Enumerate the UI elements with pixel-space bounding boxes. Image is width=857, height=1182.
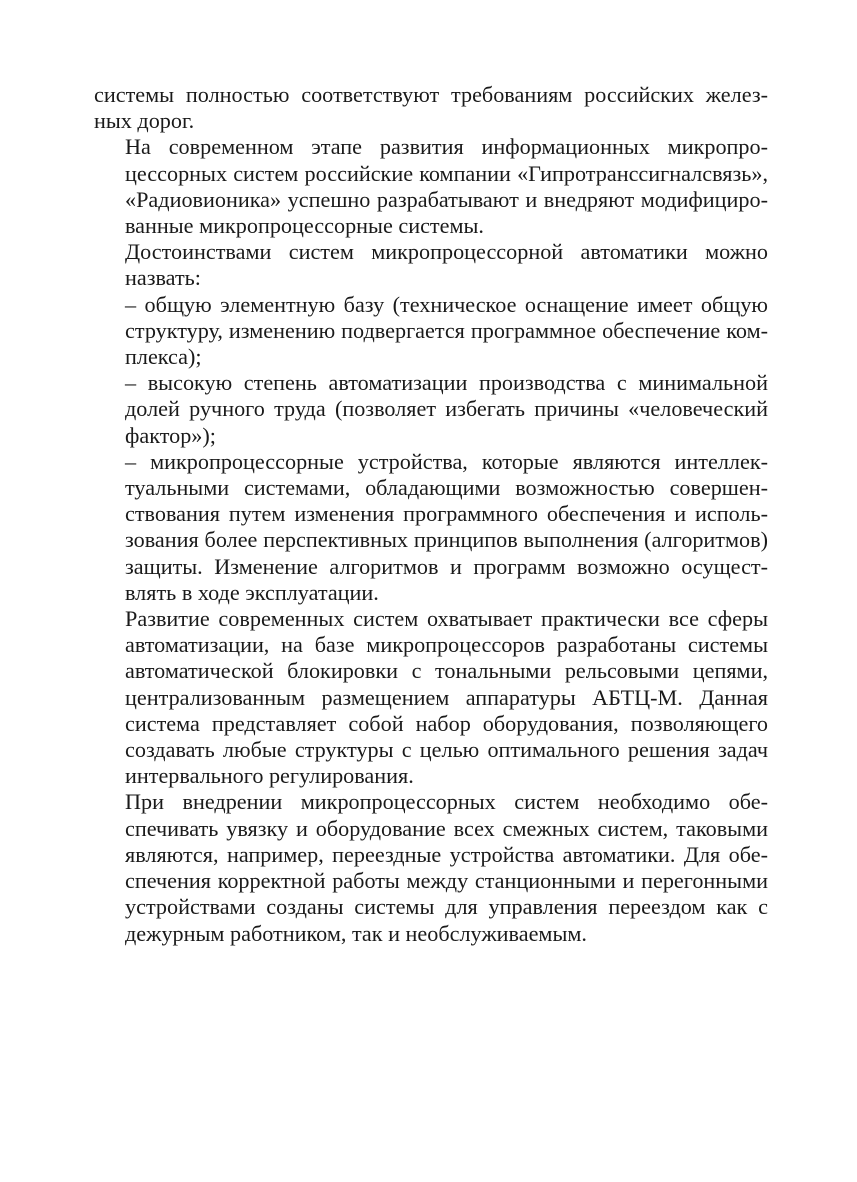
text-line: структуру, изменению подвергается программное обеспечение ком-	[125, 317, 768, 343]
text-line: зования более перспективных принципов выполнения (алгоритмов)	[125, 527, 768, 553]
text-line: плекса);	[125, 344, 202, 370]
text-line: ванные микропроцессорные системы.	[125, 213, 484, 239]
text-line: – общую элементную базу (техническое оснащение имеет общую	[125, 291, 768, 317]
text-line: спечивать увязку и оборудование всех смежных систем, таковыми	[125, 815, 768, 841]
text-line: централизованным размещением аппаратуры АБТЦ-М. Данная	[125, 684, 768, 710]
text-line: – микропроцессорные устройства, которые являются интеллек-	[125, 448, 768, 474]
text-line: ствования путем изменения программного обеспечения и исполь-	[125, 501, 768, 527]
text-line: интервального регулирования.	[125, 763, 414, 789]
text-line: дежурным работником, так и необслуживаемым.	[125, 920, 587, 946]
text-line: назвать:	[125, 265, 201, 291]
text-line: Развитие современных систем охватывает практически все сферы	[125, 606, 768, 632]
text-line: системы полностью соответствуют требованиям российских желез-	[94, 82, 768, 107]
text-line: автоматизации, на базе микропроцессоров разработаны системы	[125, 632, 768, 658]
text-line: Достоинствами систем микропроцессорной автоматики можно	[125, 239, 768, 265]
text-line: При внедрении микропроцессорных систем необходимо обе-	[125, 789, 768, 815]
text-line: ных дорог.	[94, 108, 195, 134]
text-line: система представляет собой набор оборудования, позволяющего	[125, 710, 768, 736]
text-line: «Радиовионика» успешно разрабатывают и внедряют модифициро-	[125, 186, 768, 212]
text-line: цессорных систем российские компании «Гипротранссигналсвязь»,	[125, 160, 768, 186]
list-item	[94, 370, 768, 449]
text-line: влять в ходе эксплуатации.	[125, 579, 379, 605]
document-page	[94, 82, 768, 947]
text-line: защиты. Изменение алгоритмов и программ возможно осущест-	[125, 553, 768, 579]
list-item	[94, 449, 768, 606]
paragraph	[94, 239, 768, 291]
text-line: автоматической блокировки с тональными рельсовыми цепями,	[125, 658, 768, 684]
text-line: устройствами созданы системы для управления переездом как с	[125, 894, 768, 920]
text-line: фактор»);	[125, 422, 216, 448]
text-line: На современном этапе развития информационных микропро-	[125, 134, 768, 160]
text-line: долей ручного труда (позволяет избегать причины «человеческий	[125, 396, 768, 422]
text-line: спечения корректной работы между станционными и перегонными	[125, 868, 768, 894]
paragraph	[94, 606, 768, 789]
list-item	[94, 292, 768, 371]
paragraph	[94, 134, 768, 239]
text-line: создавать любые структуры с целью оптимального решения задач	[125, 737, 768, 763]
text-line: туальными системами, обладающими возможностью совершен-	[125, 475, 768, 501]
paragraph	[94, 82, 768, 134]
paragraph	[94, 789, 768, 946]
text-line: – высокую степень автоматизации производства с минимальной	[125, 370, 768, 396]
text-line: являются, например, переездные устройства автоматики. Для обе-	[125, 841, 768, 867]
